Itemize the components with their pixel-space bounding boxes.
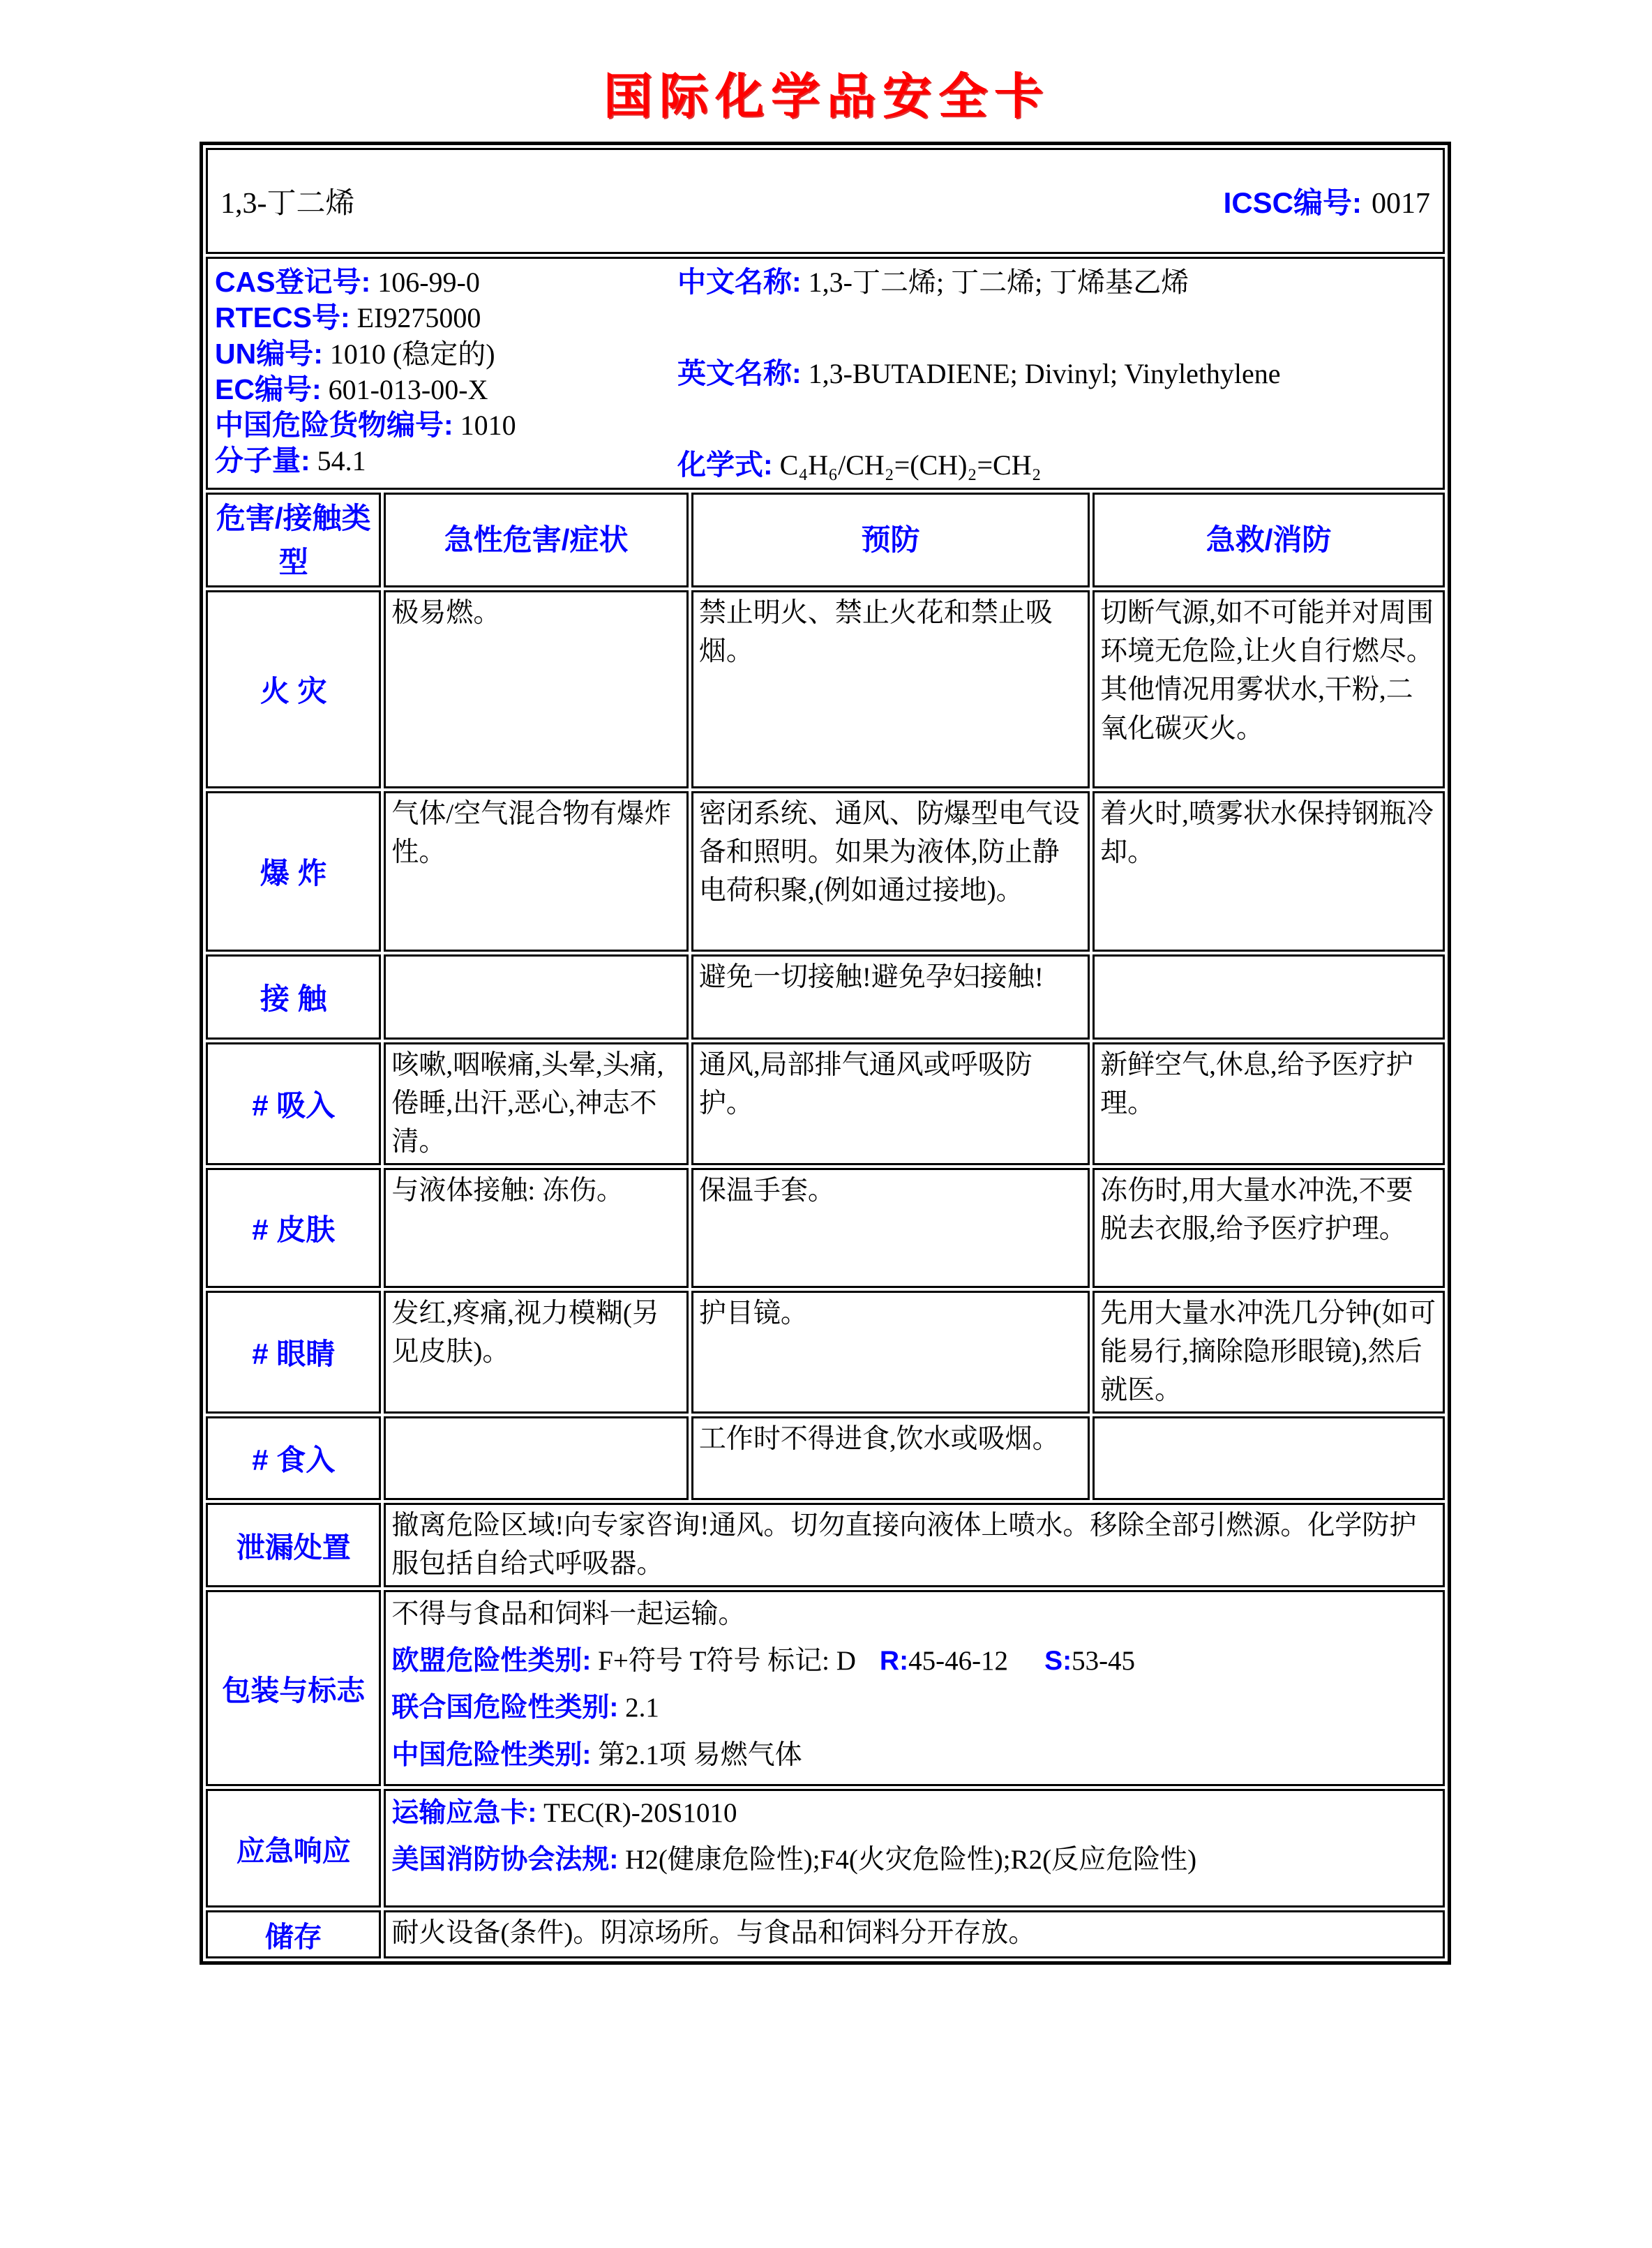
section-label-storage: 储存 — [206, 1910, 381, 1958]
cn-hazard-class-value: 第2.1项 易燃气体 — [598, 1739, 802, 1770]
molecular-weight-label: 分子量: — [215, 444, 310, 477]
r-phrases-label: R: — [879, 1645, 909, 1676]
firstaid-cell: 冻伤时,用大量水冲洗,不要脱去衣服,给予医疗护理。 — [1092, 1168, 1445, 1288]
english-name-label: 英文名称: — [677, 357, 802, 390]
rtecs-number-line — [215, 300, 672, 336]
molecular-weight-line — [215, 443, 672, 479]
hazard-row-eyes — [206, 1291, 1445, 1414]
hazard-type-label: # 眼睛 — [206, 1291, 381, 1414]
rtecs-label: RTECS号: — [215, 301, 350, 334]
identifiers-cell — [206, 257, 1445, 490]
chinese-name-label: 中文名称: — [677, 266, 802, 298]
packaging-eu-line — [391, 1642, 1437, 1680]
chemical-name: 1,3-丁二烯 — [220, 188, 355, 220]
symptoms-cell — [384, 1416, 688, 1500]
formula-label: 化学式: — [677, 449, 773, 481]
symptoms-cell: 咳嗽,咽喉痛,头晕,头痛,倦睡,出汗,恶心,神志不清。 — [384, 1042, 688, 1165]
un-label: UN编号: — [215, 337, 323, 370]
section-text-storage: 耐火设备(条件)。阴凉场所。与食品和饲料分开存放。 — [384, 1910, 1445, 1958]
column-header-symptoms: 急性危害/症状 — [384, 493, 688, 587]
prevention-cell: 保温手套。 — [691, 1168, 1090, 1288]
hazard-type-label: # 食入 — [206, 1416, 381, 1500]
symptoms-cell: 极易燃。 — [384, 590, 688, 788]
identifiers-left-column — [213, 260, 672, 486]
icsc-number-group — [1224, 180, 1430, 222]
section-label-spill: 泄漏处置 — [206, 1503, 381, 1587]
chinese-name-line — [677, 264, 1437, 300]
hazard-row-inhalation — [206, 1042, 1445, 1165]
packaging-transport-line: 不得与食品和饲料一起运输。 — [391, 1598, 746, 1629]
section-text-spill: 撤离危险区域!向专家咨询!通风。切勿直接向液体上喷水。移除全部引燃源。化学防护服包括自给式呼吸器。 — [384, 1503, 1445, 1587]
column-header-prevention: 预防 — [691, 493, 1090, 587]
un-number-line — [215, 336, 672, 372]
chinese-name-value: 1,3-丁二烯; 丁二烯; 丁烯基乙烯 — [808, 267, 1189, 298]
ec-number-line — [215, 372, 672, 407]
prevention-cell: 避免一切接触!避免孕妇接触! — [691, 954, 1090, 1040]
hazard-type-label: # 皮肤 — [206, 1168, 381, 1288]
un-value: 1010 (稳定的) — [329, 338, 495, 370]
prevention-cell: 通风,局部排气通风或呼吸防护。 — [691, 1042, 1090, 1165]
icsc-label: ICSC编号: — [1223, 186, 1362, 219]
eu-hazard-class-label: 欧盟危险性类别: — [391, 1645, 592, 1676]
section-label-packaging: 包装与标志 — [206, 1590, 381, 1787]
rtecs-value: EI9275000 — [356, 302, 481, 334]
section-content-emergency — [384, 1789, 1445, 1908]
hazard-row-explosion — [206, 791, 1445, 952]
nfpa-code-label: 美国消防协会法规: — [391, 1845, 619, 1875]
firstaid-cell — [1092, 954, 1445, 1040]
column-header-hazard-type: 危害/接触类型 — [206, 493, 381, 587]
card-page — [200, 0, 1454, 1965]
hazard-type-label: 火 灾 — [206, 590, 381, 788]
firstaid-cell: 新鲜空气,休息,给予医疗护理。 — [1092, 1042, 1445, 1165]
hazard-row-skin — [206, 1168, 1445, 1288]
cn-hazard-class-label: 中国危险性类别: — [391, 1739, 592, 1770]
china-dg-value: 1010 — [460, 410, 516, 441]
identifiers-row — [206, 257, 1445, 490]
emergency-tec-line — [391, 1794, 1437, 1832]
prevention-cell: 护目镜。 — [691, 1291, 1090, 1414]
hazard-row-contact — [206, 954, 1445, 1040]
r-phrases-value: 45-46-12 — [908, 1645, 1009, 1676]
formula-line — [677, 447, 1437, 483]
section-row-spill — [206, 1503, 1445, 1587]
cas-value: 106-99-0 — [377, 267, 480, 298]
prevention-cell: 禁止明火、禁止火花和禁止吸烟。 — [691, 590, 1090, 788]
china-dg-number-line — [215, 407, 672, 443]
firstaid-cell: 着火时,喷雾状水保持钢瓶冷却。 — [1092, 791, 1445, 952]
packaging-un-line — [391, 1688, 1437, 1727]
safety-card-table — [200, 142, 1451, 1965]
emergency-nfpa-line — [391, 1841, 1437, 1879]
molecular-weight-value: 54.1 — [317, 445, 366, 477]
un-hazard-class-value: 2.1 — [625, 1693, 659, 1723]
transport-emergency-card-label: 运输应急卡: — [391, 1798, 537, 1828]
name-row — [206, 148, 1445, 254]
english-name-value: 1,3-BUTADIENE; Divinyl; Vinylethylene — [808, 358, 1281, 390]
s-phrases-label: S: — [1044, 1645, 1072, 1676]
page-title: 国际化学品安全卡 — [603, 69, 1050, 123]
identifiers-right-column — [672, 260, 1437, 486]
ec-label: EC编号: — [215, 373, 322, 405]
section-row-storage — [206, 1910, 1445, 1958]
eu-hazard-class-value: F+符号 T符号 标记: D — [598, 1645, 856, 1676]
hazard-type-label: 爆 炸 — [206, 791, 381, 952]
ec-value: 601-013-00-X — [328, 373, 488, 405]
firstaid-cell — [1092, 1416, 1445, 1500]
symptoms-cell: 发红,疼痛,视力模糊(另见皮肤)。 — [384, 1291, 688, 1414]
column-header-firstaid: 急救/消防 — [1092, 493, 1445, 587]
nfpa-code-value: H2(健康危险性);F4(火灾危险性);R2(反应危险性) — [625, 1845, 1197, 1875]
hazard-row-fire — [206, 590, 1445, 788]
china-dg-label: 中国危险货物编号: — [215, 409, 453, 441]
hazard-type-label: # 吸入 — [206, 1042, 381, 1165]
firstaid-cell: 切断气源,如不可能并对周围环境无危险,让火自行燃尽。其他情况用雾状水,干粉,二氧化碳灭火。 — [1092, 590, 1445, 788]
hazard-header-row — [206, 493, 1445, 587]
prevention-cell: 工作时不得进食,饮水或吸烟。 — [691, 1416, 1090, 1500]
section-row-packaging — [206, 1590, 1445, 1787]
section-label-emergency: 应急响应 — [206, 1789, 381, 1908]
cas-label: CAS登记号: — [215, 266, 371, 298]
hazard-row-ingestion — [206, 1416, 1445, 1500]
transport-emergency-card-value: TEC(R)-20S1010 — [543, 1798, 737, 1828]
s-phrases-value: 53-45 — [1072, 1645, 1136, 1676]
section-row-emergency — [206, 1789, 1445, 1908]
formula-value: C₄H₆/CH₂=(CH)₂=CH₂ — [779, 449, 1042, 481]
english-name-line — [677, 356, 1437, 391]
firstaid-cell: 先用大量水冲洗几分钟(如可能易行,摘除隐形眼镜),然后就医。 — [1092, 1291, 1445, 1414]
symptoms-cell — [384, 954, 688, 1040]
un-hazard-class-label: 联合国危险性类别: — [391, 1693, 619, 1723]
name-bar — [213, 180, 1437, 222]
packaging-cn-line — [391, 1736, 1437, 1774]
identifiers-layout — [213, 260, 1437, 486]
symptoms-cell: 与液体接触: 冻伤。 — [384, 1168, 688, 1288]
cas-number-line — [215, 264, 672, 300]
section-content-packaging — [384, 1590, 1445, 1787]
symptoms-cell: 气体/空气混合物有爆炸性。 — [384, 791, 688, 952]
icsc-number: 0017 — [1372, 188, 1430, 220]
hazard-type-label: 接 触 — [206, 954, 381, 1040]
prevention-cell: 密闭系统、通风、防爆型电气设备和照明。如果为液体,防止静电荷积聚,(例如通过接地)。 — [691, 791, 1090, 952]
name-cell — [206, 148, 1445, 254]
